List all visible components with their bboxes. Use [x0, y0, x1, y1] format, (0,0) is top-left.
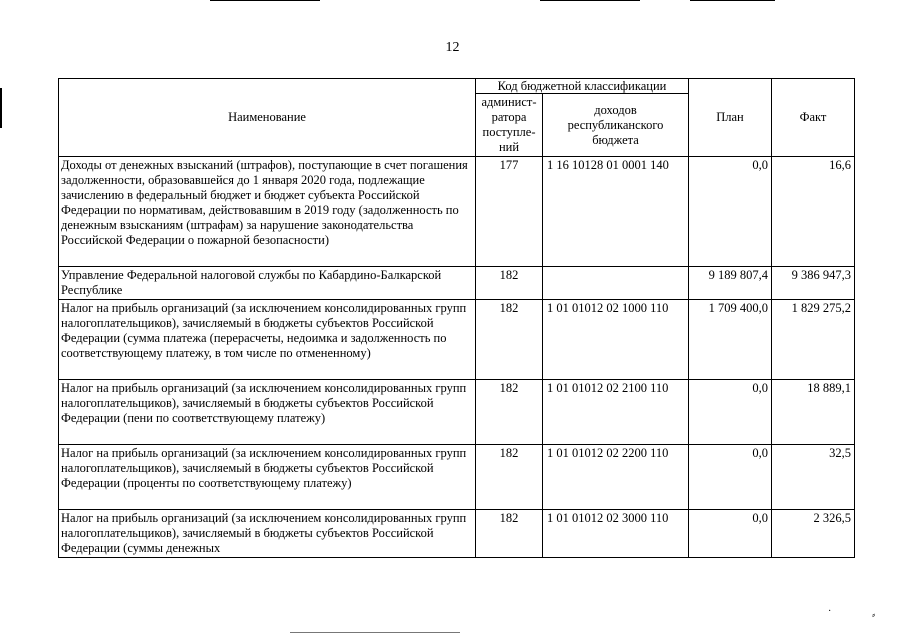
row-plan: 0,0 — [689, 157, 772, 267]
row-plan: 0,0 — [689, 445, 772, 510]
row-code: 1 16 10128 01 0001 140 — [543, 157, 689, 267]
row-code: 1 01 01012 02 3000 110 — [543, 510, 689, 558]
row-admin: 182 — [476, 445, 543, 510]
row-plan: 0,0 — [689, 510, 772, 558]
scan-speck: ⸗ — [872, 610, 876, 621]
row-name: Управление Федеральной налоговой службы по Кабардино-Балкарской Республике — [59, 267, 476, 300]
row-plan: 1 709 400,0 — [689, 300, 772, 380]
header-name: Наименование — [59, 79, 476, 157]
row-fact: 2 326,5 — [772, 510, 855, 558]
table-row — [59, 510, 855, 558]
header-revenue: доходов республиканского бюджета — [543, 94, 689, 157]
table-row — [59, 300, 855, 380]
row-fact: 16,6 — [772, 157, 855, 267]
row-fact: 32,5 — [772, 445, 855, 510]
row-plan: 9 189 807,4 — [689, 267, 772, 300]
table-row — [59, 267, 855, 300]
header-code-group: Код бюджетной классификации — [476, 79, 689, 94]
row-fact: 1 829 275,2 — [772, 300, 855, 380]
budget-table — [58, 78, 855, 558]
scan-line — [690, 0, 775, 1]
row-name: Налог на прибыль организаций (за исключением консолидированных групп налогоплательщиков), зачисляемый в бюджеты субъектов Российской Федерации (суммы денежных — [59, 510, 476, 558]
row-admin: 182 — [476, 300, 543, 380]
row-name: Налог на прибыль организаций (за исключением консолидированных групп налогоплательщиков), зачисляемый в бюджеты субъектов Российской Федерации (сумма платежа (перерасчеты, недоимка и задолженность по соответствующему платежу, в том числе по отмененному) — [59, 300, 476, 380]
row-name: Доходы от денежных взысканий (штрафов), поступающие в счет погашения задолженности, образовавшейся до 1 января 2020 года, подлежащие зачислению в федеральный бюджет и бюджет субъекта Российской Федерации по нормативам, действовавшим в 2019 году (задолженность по денежным взысканиям (штрафам) за нарушение законодательства Российской Федерации о пожарной безопасности) — [59, 157, 476, 267]
row-code: 1 01 01012 02 2100 110 — [543, 380, 689, 445]
row-name: Налог на прибыль организаций (за исключением консолидированных групп налогоплательщиков), зачисляемый в бюджеты субъектов Российской Федерации (проценты по соответствующему платежу) — [59, 445, 476, 510]
table-row — [59, 380, 855, 445]
scan-edge — [0, 88, 2, 128]
scan-line — [290, 632, 460, 633]
scan-line — [210, 0, 320, 1]
page-number: 12 — [445, 40, 460, 55]
row-name: Налог на прибыль организаций (за исключением консолидированных групп налогоплательщиков), зачисляемый в бюджеты субъектов Российской Федерации (пени по соответствующему платежу) — [59, 380, 476, 445]
row-code: 1 01 01012 02 2200 110 — [543, 445, 689, 510]
row-code: 1 01 01012 02 1000 110 — [543, 300, 689, 380]
scan-line — [540, 0, 640, 1]
table-row — [59, 157, 855, 267]
row-fact: 18 889,1 — [772, 380, 855, 445]
row-admin: 182 — [476, 267, 543, 300]
header-plan: План — [689, 79, 772, 157]
row-admin: 182 — [476, 510, 543, 558]
row-fact: 9 386 947,3 — [772, 267, 855, 300]
scan-speck: · — [828, 606, 832, 617]
header-fact: Факт — [772, 79, 855, 157]
header-admin: админист-ратора поступле-ний — [476, 94, 543, 157]
row-admin: 182 — [476, 380, 543, 445]
row-admin: 177 — [476, 157, 543, 267]
row-plan: 0,0 — [689, 380, 772, 445]
row-code — [543, 267, 689, 300]
header-row — [59, 79, 855, 94]
table-row — [59, 445, 855, 510]
